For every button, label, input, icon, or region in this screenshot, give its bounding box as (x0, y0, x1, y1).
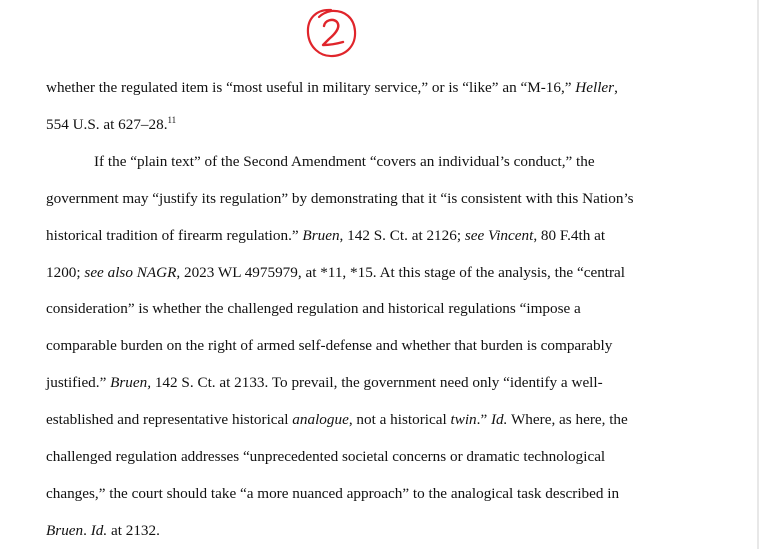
text-run: 1200; (46, 263, 85, 281)
italic-citation: see Vincent (464, 226, 534, 244)
italic-citation: see also NAGR (84, 263, 177, 281)
text-line (46, 337, 612, 355)
text-line (46, 411, 628, 429)
text-run: 142 S. Ct. at 2133. To prevail, the government need only “identify a well- (151, 374, 603, 392)
text-run: Where, as here, the (507, 411, 628, 429)
text-run: consideration” is whether the challenged regulation and historical regulations “impose a (46, 300, 581, 318)
text-run: , (614, 79, 618, 96)
text-run: , not a historical (348, 411, 451, 429)
italic-citation: Bruen (302, 226, 340, 244)
italic-citation: Bruen (46, 521, 84, 539)
italic-citation: analogue (292, 411, 349, 429)
text-run: 554 U.S. at 627–28. (46, 115, 168, 133)
text-line (46, 448, 605, 466)
text-run: whether the regulated item is “most useful in military service,” or is “like” an “M-16,” (46, 79, 576, 96)
text-run: challenged regulation addresses “unprecedented societal concerns or dramatic technological (46, 448, 606, 465)
text-run: justified.” (46, 374, 111, 392)
text-line (46, 264, 625, 282)
handwritten-page-number-annotation (300, 6, 362, 62)
text-line (46, 300, 581, 318)
text-line (46, 522, 160, 540)
text-run: at 2132. (107, 521, 160, 539)
text-run: comparable burden on the right of armed self-defense and whether that burden is comparably (46, 337, 613, 355)
italic-citation: Id. (491, 411, 508, 429)
italic-citation: Id. (90, 521, 108, 539)
text-run: established and representative historical (46, 411, 293, 429)
text-run: changes,” the court should take “a more nuanced approach” to the analogical task described in (46, 484, 620, 502)
text-run: If the “plain text” of the Second Amendment “covers an individual’s conduct,” the (94, 152, 595, 170)
text-line (46, 116, 176, 134)
italic-citation: Heller (575, 79, 615, 96)
text-line (46, 79, 618, 97)
italic-citation: Bruen, (110, 374, 152, 392)
text-line (46, 374, 603, 392)
text-run: , 2023 WL 4975979, at *11, *15. At this stage of the analysis, the “central (176, 263, 626, 281)
footnote-marker: 11 (167, 114, 177, 125)
text-run: . (83, 521, 91, 539)
text-run: , 142 S. Ct. at 2126; (339, 226, 465, 244)
italic-citation: twin (450, 411, 477, 429)
text-line (94, 153, 595, 171)
text-line (46, 485, 619, 503)
text-line (46, 190, 634, 208)
text-run: .” (476, 411, 491, 429)
text-run: government may “justify its regulation” by demonstrating that it “is consistent with this Nation’s (46, 189, 634, 207)
text-run: historical tradition of firearm regulation.” (46, 226, 303, 244)
text-run: , 80 F.4th at (533, 226, 606, 244)
text-line (46, 227, 605, 245)
